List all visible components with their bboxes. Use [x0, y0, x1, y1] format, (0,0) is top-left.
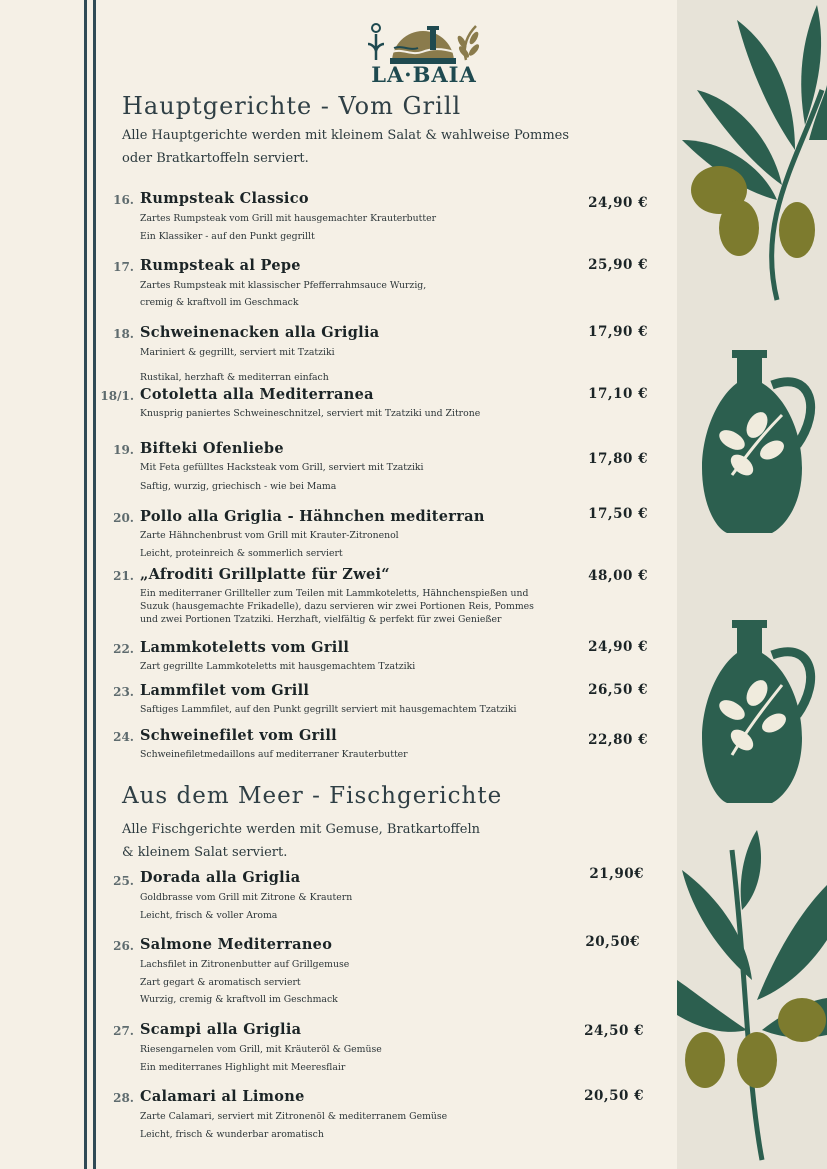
- item-description: Rustikal, herzhaft & mediterran einfach: [140, 372, 329, 383]
- item-description: Wurzig, cremig & kraftvoll im Geschmack: [140, 994, 338, 1005]
- decorative-side-panel: [677, 0, 827, 1169]
- item-name: „Afroditi Grillplatte für Zwei“: [140, 566, 390, 583]
- item-price: 20,50 €: [584, 1088, 644, 1104]
- olive-branch-top-illustration: [677, 0, 827, 310]
- item-price: 24,90 €: [588, 195, 648, 211]
- item-price: 24,50 €: [584, 1023, 644, 1039]
- item-description: Zarte Calamari, serviert mit Zitronenöl & mediterranem Gemüse: [140, 1111, 448, 1122]
- item-description: Goldbrasse vom Grill mit Zitrone & Krautern: [140, 892, 353, 903]
- item-description: Saftiges Lammfilet, auf den Punkt gegrillt serviert mit hausgemachtem Tzatziki: [140, 704, 517, 715]
- item-number: 25.: [113, 874, 134, 888]
- item-number: 22.: [113, 642, 134, 656]
- item-number: 17.: [113, 260, 134, 274]
- item-number: 28.: [113, 1091, 134, 1105]
- section-title-grill: Hauptgerichte - Vom Grill: [122, 92, 462, 120]
- item-description: Leicht, frisch & voller Aroma: [140, 910, 278, 921]
- item-name: Salmone Mediterraneo: [140, 936, 333, 953]
- olive-branch-bottom-illustration: [677, 830, 827, 1169]
- item-number: 19.: [113, 443, 134, 457]
- item-name: Rumpsteak Classico: [140, 190, 309, 207]
- item-price: 17,90 €: [588, 324, 648, 340]
- item-number: 23.: [113, 685, 134, 699]
- item-description: Ein Klassiker - auf den Punkt gegrillt: [140, 231, 315, 242]
- vase-illustration-2: [702, 615, 817, 805]
- item-description: cremig & kraftvoll im Geschmack: [140, 297, 299, 308]
- item-name: Lammkoteletts vom Grill: [140, 639, 350, 656]
- item-description: Leicht, frisch & wunderbar aromatisch: [140, 1129, 324, 1140]
- item-price: 25,90 €: [588, 257, 648, 273]
- item-price: 21,90€: [589, 866, 644, 882]
- item-price: 24,90 €: [588, 639, 648, 655]
- item-name: Rumpsteak al Pepe: [140, 257, 301, 274]
- item-name: Bifteki Ofenliebe: [140, 440, 284, 457]
- item-name: Schweinenacken alla Griglia: [140, 324, 380, 341]
- section-title-fish: Aus dem Meer - Fischgerichte: [122, 783, 503, 809]
- section-intro-grill-line1: Alle Hauptgerichte werden mit kleinem Salat & wahlweise Pommes: [122, 128, 570, 143]
- item-price: 22,80 €: [588, 732, 648, 748]
- item-price: 17,10 €: [588, 386, 648, 402]
- item-number: 26.: [113, 939, 134, 953]
- item-description: Saftig, wurzig, griechisch - wie bei Mama: [140, 481, 337, 492]
- item-description: Zart gegart & aromatisch serviert: [140, 977, 301, 988]
- item-description: Zart gegrillte Lammkoteletts mit hausgemachtem Tzatziki: [140, 661, 416, 672]
- item-name: Pollo alla Griglia - Hähnchen mediterran: [140, 508, 485, 525]
- item-description: Zartes Rumpsteak mit klassischer Pfefferrahmsauce Wurzig,: [140, 280, 427, 291]
- left-border-line-inner: [93, 0, 96, 1169]
- item-name: Schweinefilet vom Grill: [140, 727, 337, 744]
- item-description: Lachsfilet in Zitronenbutter auf Grillgemuse: [140, 959, 350, 970]
- item-number: 20.: [113, 511, 134, 525]
- item-number: 24.: [113, 730, 134, 744]
- item-description: Riesengarnelen vom Grill, mit Kräuteröl & Gemüse: [140, 1044, 382, 1055]
- item-name: Dorada alla Griglia: [140, 869, 301, 886]
- item-name: Calamari al Limone: [140, 1088, 305, 1105]
- item-number: 16.: [113, 193, 134, 207]
- item-price: 26,50 €: [588, 682, 648, 698]
- item-name: Cotoletta alla Mediterranea: [140, 386, 374, 403]
- item-description: Ein mediterranes Highlight mit Meeresflair: [140, 1062, 346, 1073]
- item-price: 17,50 €: [588, 506, 648, 522]
- item-description: Knusprig paniertes Schweineschnitzel, serviert mit Tzatziki und Zitrone: [140, 408, 481, 419]
- item-description: Ein mediterraner Grillteller zum Teilen mit Lammkoteletts, Hähnchenspießen und Suzuk (hausgemachte Frikadelle), dazu servieren wir zwei Portionen Reis, Pommes und zwei Portionen Tzatziki. Herzhaft, vielfältig & perfekt für zwei Genießer: [140, 588, 534, 625]
- item-description: Zartes Rumpsteak vom Grill mit hausgemachter Krauterbutter: [140, 213, 437, 224]
- section-intro-grill-line2: oder Bratkartoffeln serviert.: [122, 151, 309, 166]
- item-number: 18/1.: [100, 389, 134, 403]
- item-number: 27.: [113, 1024, 134, 1038]
- item-price: 17,80 €: [588, 451, 648, 467]
- item-description: Leicht, proteinreich & sommerlich serviert: [140, 548, 343, 559]
- vase-illustration-1: [702, 345, 817, 535]
- section-intro-fish-line1: Alle Fischgerichte werden mit Gemuse, Bratkartoffeln: [122, 822, 481, 837]
- section-intro-fish-line2: & kleinem Salat serviert.: [122, 845, 288, 860]
- item-price: 20,50€: [585, 934, 640, 950]
- left-border-line: [84, 0, 87, 1169]
- item-description: Mariniert & gegrillt, serviert mit Tzatziki: [140, 347, 335, 358]
- item-name: Scampi alla Griglia: [140, 1021, 302, 1038]
- item-description: Mit Feta gefülltes Hacksteak vom Grill, serviert mit Tzatziki: [140, 462, 424, 473]
- item-number: 21.: [113, 569, 134, 583]
- item-description: Schweinefiletmedaillons auf mediterraner Krauterbutter: [140, 749, 408, 760]
- item-number: 18.: [113, 327, 134, 341]
- item-description: Zarte Hähnchenbrust vom Grill mit Krauter-Zitronenol: [140, 530, 399, 541]
- item-name: Lammfilet vom Grill: [140, 682, 310, 699]
- item-price: 48,00 €: [588, 568, 648, 584]
- logo-wordmark: LA·BAIA: [371, 62, 477, 87]
